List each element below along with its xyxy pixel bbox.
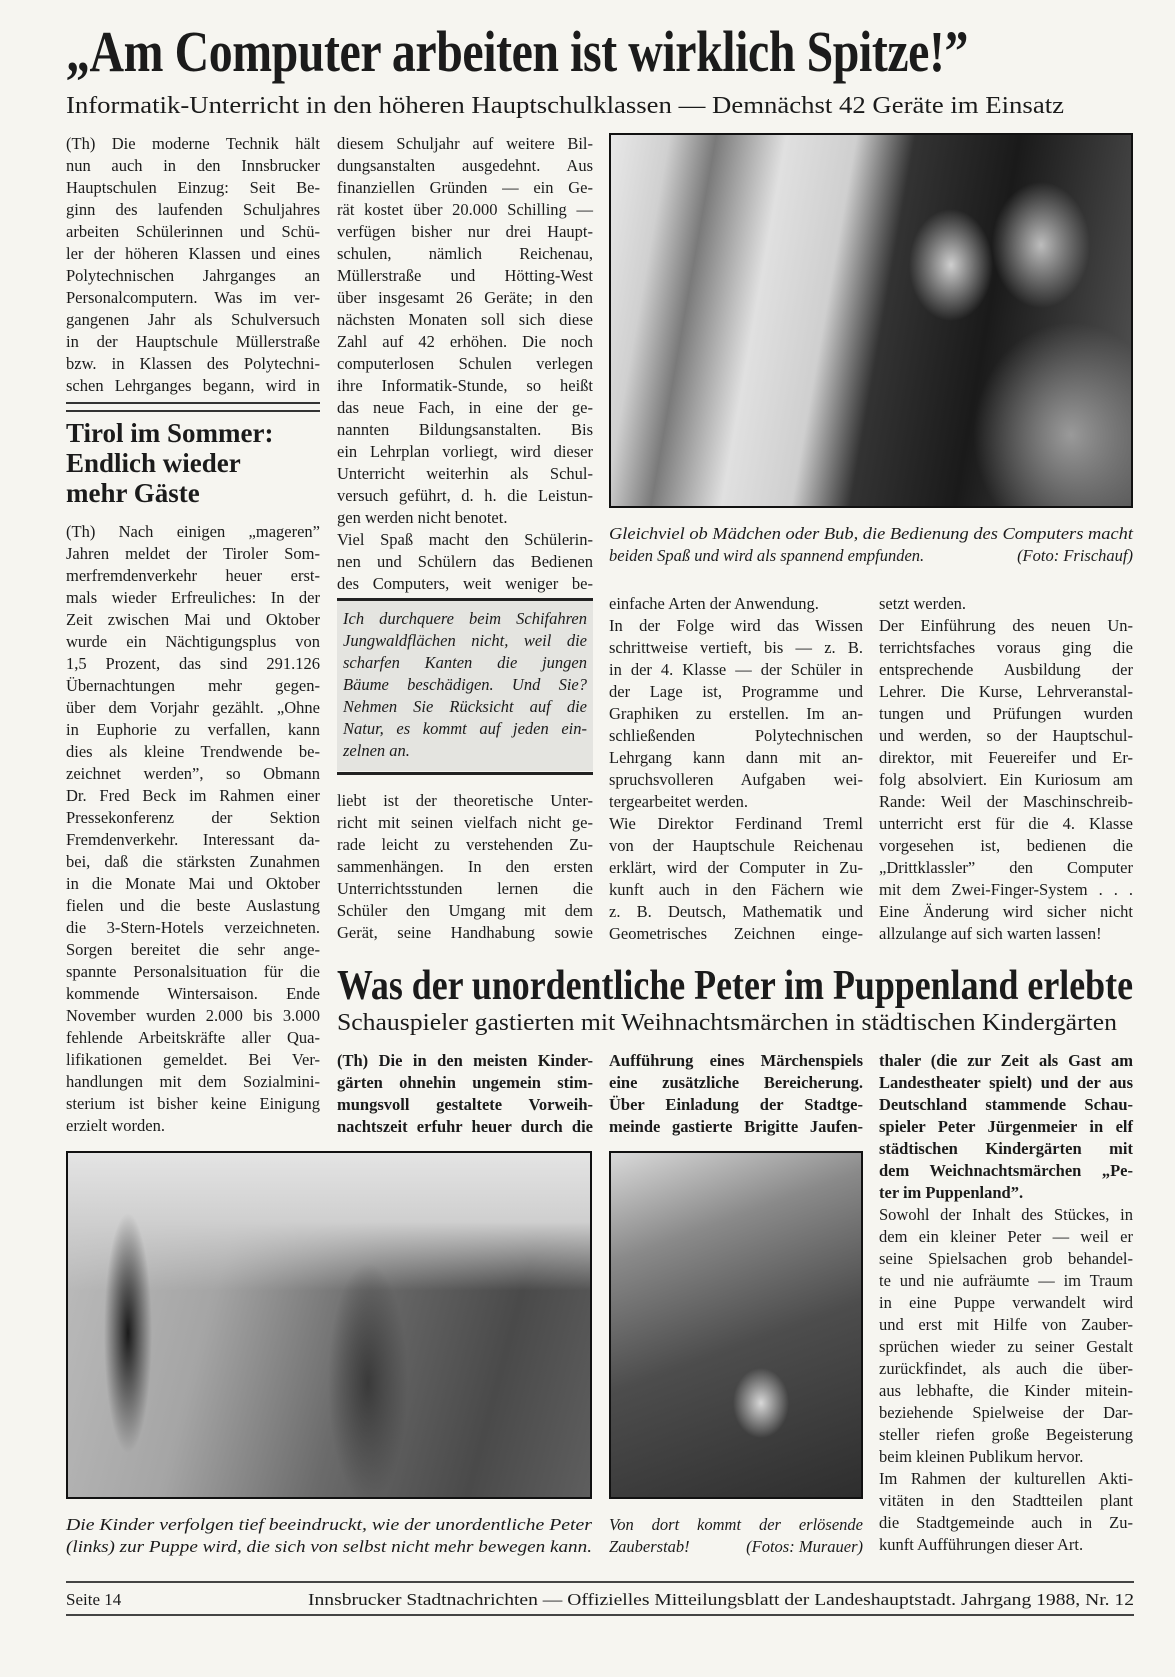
text-line: (Th) Die moderne Technik hält <box>66 134 320 153</box>
double-divider <box>66 402 320 412</box>
text-line: Deutschland stammende Schau- <box>879 1095 1133 1114</box>
sidebar-article-body <box>66 521 320 1137</box>
text-line: Personalcomputern. Was im ver- <box>66 288 320 307</box>
article-subtitle: Schauspieler gastierten mit Weihnachtsmärchen in städtischen Kindergärten <box>337 1010 1117 1036</box>
text-line: beziehende Spielweise der Dar- <box>879 1403 1133 1422</box>
text-line: thaler (die zur Zeit als Gast am <box>879 1051 1133 1070</box>
quote-box <box>337 601 593 771</box>
text-line: „Drittklassler” den Computer <box>879 858 1133 877</box>
text-line: Müllerstraße und Hötting-West <box>337 266 593 285</box>
text-line: spruchsvolleren Aufgaben wei- <box>609 770 863 789</box>
text-line: diesem Schuljahr auf weitere Bil- <box>337 134 593 153</box>
text-line: schrittweise vertieft, bis — z. B. <box>609 638 863 657</box>
article3-column-b <box>609 1050 863 1138</box>
text-line: in eine Puppe verwandelt wird <box>879 1293 1133 1312</box>
text-line: spannte Personalsituation für die <box>66 962 320 981</box>
text-line: spieler Peter Jürgenmeier in elf <box>879 1117 1133 1136</box>
caption-line: Gleichviel ob Mädchen oder Bub, die Bedienung des Computers macht <box>609 524 1133 543</box>
text-line: Lehrgang kann dann mit an- <box>609 748 863 767</box>
footer-bottom-rule <box>66 1614 1134 1616</box>
heading-line: mehr Gäste <box>66 478 200 508</box>
footer-top-rule <box>66 1581 1134 1583</box>
text-line: Übernachtungen mehr gegen- <box>66 676 320 695</box>
text-line: und erst mit Hilfe von Zauber- <box>879 1315 1133 1334</box>
text-line: Hauptschulen Einzug: Seit Be- <box>66 178 320 197</box>
text-line: bzw. in Klassen des Polytechni- <box>66 354 320 373</box>
caption-line: Von dort kommt der erlösende <box>609 1515 863 1534</box>
text-line: ter im Puppenland”. <box>879 1183 1024 1202</box>
quote-text <box>343 608 587 762</box>
text-line: Sorgen bereitet die sehr ange- <box>66 940 320 959</box>
text-line: nannten Bildungsanstalten. Bis <box>337 420 593 439</box>
text-line: von der Hauptschule Reichenau <box>609 836 863 855</box>
text-line: Jungwaldflächen nicht, weil die <box>343 631 587 650</box>
text-line: sprüchen wieder zu seiner Gestalt <box>879 1337 1133 1356</box>
headline-box <box>66 19 1160 84</box>
text-line: verfügen bisher nur drei Haupt- <box>337 222 593 241</box>
text-line: kunft auch in den Fächern wie <box>609 880 863 899</box>
text-line: die 3-Stern-Hotels verzeichneten. <box>66 918 320 937</box>
text-line: nen und Schülern das Bedienen <box>337 552 593 571</box>
photo-caption <box>609 523 1133 567</box>
text-line: finanziellen Gründen — ein Ge- <box>337 178 593 197</box>
text-line: zurückfindet, als auch die über- <box>879 1359 1133 1378</box>
text-line: (Th) Nach einigen „mageren” <box>66 522 320 541</box>
heading-line: Tirol im Sommer: <box>66 418 274 448</box>
text-line: entsprechende Ausbildung der <box>879 660 1133 679</box>
text-line: erzielt worden. <box>66 1116 165 1135</box>
text-line: allzulange auf sich warten lassen! <box>879 924 1102 943</box>
text-line: nachtszeit erfuhr heuer durch die <box>337 1117 593 1136</box>
text-line: über dem Vorjahr gezählt. „Ohne <box>66 698 320 717</box>
text-line: das neue Fach, in eine der ge- <box>337 398 593 417</box>
text-line: folg absolviert. Ein Kuriosum am <box>879 770 1133 789</box>
text-line: sammenhängen. In den ersten <box>337 857 593 876</box>
text-line: Wie Direktor Ferdinand Treml <box>609 814 863 833</box>
text-line: dies als kleine Trendwende be- <box>66 742 320 761</box>
headline-box-2 <box>337 964 1175 1008</box>
text-line: gen werden nicht benotet. <box>337 508 508 527</box>
text-line: rade leicht zu verstehenden Zu- <box>337 835 593 854</box>
text-line: schulen, nämlich Reichenau, <box>337 244 593 263</box>
article-subtitle: Informatik-Unterricht in den höheren Hauptschulklassen — Demnächst 42 Geräte im Einsatz <box>66 93 1064 119</box>
text-line: (Th) Die in den meisten Kinder- <box>337 1051 593 1070</box>
text-line: in Euphorie zu verfallen, kann <box>66 720 320 739</box>
article3-lead-text <box>879 1050 1133 1204</box>
text-line: Zeit zwischen Mai und Oktober <box>66 610 320 629</box>
text-line: Natur, es kommt auf jeden ein- <box>343 719 587 738</box>
text-line: aus lebhafte, die Kinder mitein- <box>879 1381 1133 1400</box>
text-line: beim kleinen Publikum hervor. <box>879 1447 1084 1466</box>
text-line: liebt ist der theoretische Unter- <box>337 791 593 810</box>
text-line: nächsten Monaten soll sich diese <box>337 310 593 329</box>
text-line: kommende Wintersaison. Ende <box>66 984 320 1003</box>
text-line: Rande: Weil der Maschinschreib- <box>879 792 1133 811</box>
article-column-1 <box>66 133 320 397</box>
text-line: seine Spielsachen grob behandel- <box>879 1249 1133 1268</box>
photo-play-in-kindergarten <box>66 1151 592 1499</box>
text-line: bei, daß die stärksten Zunahmen <box>66 852 320 871</box>
text-line: Fremdenverkehr. Interessant da- <box>66 830 320 849</box>
text-line: Sowohl der Inhalt des Stückes, in <box>879 1205 1133 1224</box>
text-line: terrichtsfaches voraus ging die <box>879 638 1133 657</box>
text-line: computerlosen Schulen verlegen <box>337 354 593 373</box>
text-line: merfremdenverkehr heuer erst- <box>66 566 320 585</box>
text-line: einfache Arten der Anwendung. <box>609 594 819 613</box>
caption-line: Die Kinder verfolgen tief beeindruckt, wie der unordentliche Peter <box>66 1515 592 1534</box>
quote-bottom-rule <box>337 772 593 775</box>
text-line: Dr. Fred Beck im Rahmen einer <box>66 786 320 805</box>
text-line: Geometrisches Zeichnen einge- <box>609 924 863 943</box>
text-line: Schüler den Umgang mit dem <box>337 901 593 920</box>
text-line: Zahl auf 42 erhöhen. Die noch <box>337 332 593 351</box>
text-line: Aufführung eines Märchenspiels <box>609 1051 863 1070</box>
text-line: kunft Aufführungen dieser Art. <box>879 1535 1084 1554</box>
sidebar-article-heading <box>66 418 320 508</box>
text-line: Polytechnischen Jahrganges an <box>66 266 320 285</box>
photo-credit: (Foto: Frischauf) <box>1017 546 1133 565</box>
text-line: Bäume beschädigen. Und Sie? <box>343 675 587 694</box>
text-line: November wurden 2.000 bis 3.000 <box>66 1006 320 1025</box>
text-line: des Computers, weit weniger be- <box>337 574 593 593</box>
text-line: ihre Informatik-Stunde, so heißt <box>337 376 593 395</box>
article-title: „Am Computer arbeiten ist wirklich Spitze!” <box>66 19 968 84</box>
photo-children-audience <box>609 1151 863 1499</box>
heading-line: Endlich wieder <box>66 448 241 478</box>
text-line: tergearbeitet werden. <box>609 792 748 811</box>
text-line: arbeiten Schülerinnen und Schü- <box>66 222 320 241</box>
text-line: ler der höheren Klassen und eines <box>66 244 320 263</box>
text-line: setzt werden. <box>879 594 967 613</box>
text-line: eine zusätzliche Bereicherung. <box>609 1073 863 1092</box>
text-line: Pressekonferenz der Sektion <box>66 808 320 827</box>
text-line: vitäten in den Stadtteilen plant <box>879 1491 1133 1510</box>
text-line: Im Rahmen der kulturellen Akti- <box>879 1469 1133 1488</box>
subtitle-box-2 <box>337 1010 1117 1036</box>
text-line: mals wieder Erfreuliches: In der <box>66 588 320 607</box>
text-line: nun auch in den Innsbrucker <box>66 156 320 175</box>
text-line: lifikationen gemeldet. Bei Ver- <box>66 1050 320 1069</box>
text-line: mungsvoll gestaltete Vorweih- <box>337 1095 593 1114</box>
article-column-2-continued <box>337 790 593 944</box>
article3-column-c <box>879 1050 1133 1556</box>
text-line: sterium ist bisher keine Einigung <box>66 1094 320 1113</box>
caption-line: beiden Spaß und wird als spannend empfunden. <box>609 546 925 565</box>
text-line: vorgesehen ist, bedienen die <box>879 836 1133 855</box>
article-title: Was der unordentliche Peter im Puppenland erlebte <box>337 963 1133 1009</box>
text-line: Ich durchquere beim Schifahren <box>343 609 587 628</box>
text-line: meinde gastierte Brigitte Jaufen- <box>609 1117 863 1136</box>
text-line: unterricht erst für die 4. Klasse <box>879 814 1133 833</box>
text-line: Viel Spaß macht den Schülerin- <box>337 530 593 549</box>
footer-publication: Innsbrucker Stadtnachrichten — Offizielles Mitteilungsblatt der Landeshauptstadt. Jahrgang 1988, Nr. 12 <box>308 1590 1134 1609</box>
article3-body-text <box>879 1204 1133 1556</box>
text-line: über insgesamt 26 Geräte; in den <box>337 288 593 307</box>
caption-line: (links) zur Puppe wird, die sich von selbst nicht mehr bewegen kann. <box>66 1537 592 1556</box>
text-line: versuch geführt, d. h. die Leistun- <box>337 486 593 505</box>
footer-page-number: Seite 14 <box>66 1590 122 1609</box>
text-line: gangenen Jahr als Schulversuch <box>66 310 320 329</box>
text-line: erklärt, wird der Computer in Zu- <box>609 858 863 877</box>
photo-caption-right <box>609 1514 863 1558</box>
text-line: dem Weichnachtsmärchen „Pe- <box>879 1161 1133 1180</box>
text-line: Nehmen Sie Rücksicht auf die <box>343 697 587 716</box>
article-column-4 <box>879 593 1133 945</box>
text-line: handlungen mit dem Sozialmini- <box>66 1072 320 1091</box>
text-line: scharfen Kanten die jungen <box>343 653 587 672</box>
text-line: gärten ohnehin ungemein stim- <box>337 1073 593 1092</box>
text-line: die Stadtgemeinde auch in Zu- <box>879 1513 1133 1532</box>
text-line: Eine Änderung wird sicher nicht <box>879 902 1133 921</box>
text-line: in der Hauptschule Müllerstraße <box>66 332 320 351</box>
text-line: zeichnet werden”, so Obmann <box>66 764 320 783</box>
text-line: städtischen Kindergärten mit <box>879 1139 1133 1158</box>
text-line: steller riefen große Begeisterung <box>879 1425 1133 1444</box>
text-line: in die Monate Mai und Oktober <box>66 874 320 893</box>
text-line: in der 4. Klasse — der Schüler in <box>609 660 863 679</box>
text-line: Der Einführung des neuen Un- <box>879 616 1133 635</box>
text-line: der Lage ist, Programme und <box>609 682 863 701</box>
text-line: schen Lehrganges begann, wird in <box>66 376 320 395</box>
text-line: Unterrichtsstunden lernen die <box>337 879 593 898</box>
text-line: richt mit seinen vielfach nicht ge- <box>337 813 593 832</box>
text-line: ein Lehrplan vorliegt, wird dieser <box>337 442 593 461</box>
text-line: 1,5 Prozent, das sind 291.126 <box>66 654 320 673</box>
text-line: und werden, so der Hauptschul- <box>879 726 1133 745</box>
text-line: wurde ein Nächtigungsplus von <box>66 632 320 651</box>
text-line: Gerät, seine Handhabung sowie <box>337 923 593 942</box>
text-line: In der Folge wird das Wissen <box>609 616 863 635</box>
text-line: te und nie aufräumte — im Traum <box>879 1271 1133 1290</box>
caption-line: Zauberstab! <box>609 1537 690 1556</box>
text-line: dungsanstalten ausgedehnt. Aus <box>337 156 593 175</box>
text-line: fielen und die beste Auslastung <box>66 896 320 915</box>
article3-column-a <box>337 1050 593 1138</box>
text-line: Über Einladung der Stadtge- <box>609 1095 863 1114</box>
text-line: fehlende Arbeitskräfte aller Qua- <box>66 1028 320 1047</box>
text-line: Landestheater spielt) und der aus <box>879 1073 1133 1092</box>
text-line: dem ein kleiner Peter — weil er <box>879 1227 1133 1246</box>
text-line: Lehrer. Die Kurse, Lehrveranstal- <box>879 682 1133 701</box>
text-line: schließenden Polytechnischen <box>609 726 863 745</box>
text-line: Graphiken zu erstellen. Im an- <box>609 704 863 723</box>
text-line: direktor, mit Feuereifer und Er- <box>879 748 1133 767</box>
text-line: zelnen an. <box>343 741 410 760</box>
article-column-2 <box>337 133 593 595</box>
text-line: mit dem Zwei-Finger-System . . . <box>879 880 1133 899</box>
photo-students-at-computer <box>609 133 1133 508</box>
photo-caption-left <box>66 1514 592 1558</box>
text-line: Unterricht weiterhin als Schul- <box>337 464 593 483</box>
text-line: Jahren meldet der Tiroler Som- <box>66 544 320 563</box>
text-line: z. B. Deutsch, Mathematik und <box>609 902 863 921</box>
text-line: ginn des laufenden Schuljahres <box>66 200 320 219</box>
photo-credit: (Fotos: Murauer) <box>746 1537 863 1556</box>
article-column-3 <box>609 593 863 945</box>
footer-publication-box <box>308 1590 1134 1610</box>
text-line: tungen und Prüfungen wurden <box>879 704 1133 723</box>
subtitle-box <box>66 93 1064 119</box>
text-line: rät kostet über 20.000 Schilling — <box>337 200 593 219</box>
